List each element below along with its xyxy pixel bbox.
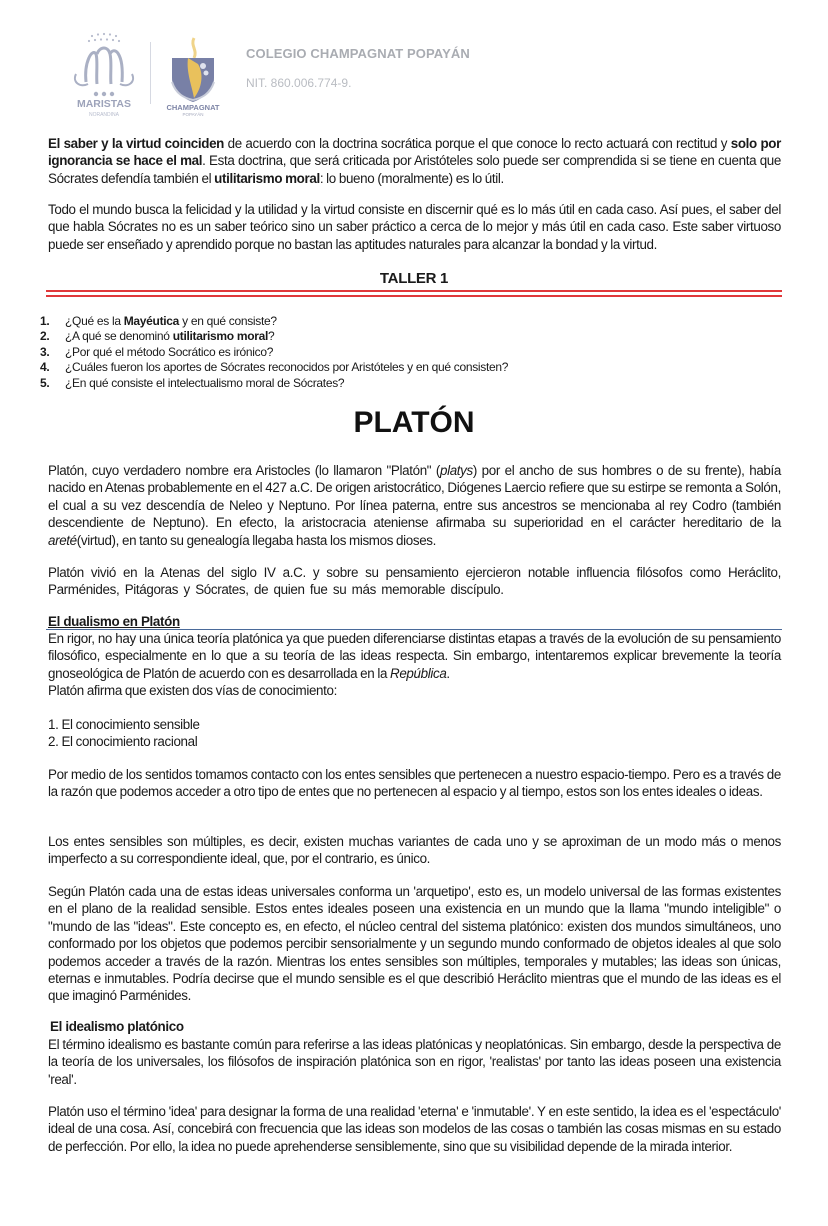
dualismo-paragraph-4: Según Platón cada una de estas ideas universales conforma un 'arquetipo', esto es, un modelo universal de las formas existentes en el plano de la realidad sensible. Estos entes ideales poseen una existencia en un mundo que la llama "mundo inteligible" o "mundo de las "ideas". Este concepto es, en efecto, el núcleo central del sistema platónico: existen dos mundos simultáneos, uno conformado por los objetos que podemos percibir sensorialmente y un segundo mundo conformado de objetos ideales al que solo podemos acceder a través de la razón. Mientras los entes sensibles son múltiples, temporales y mutables; las ideas son únicas, eternas e inmutables. Podría decirse que el mundo sensible es el que describió Heráclito mientras que el mundo de las ideas es el que imaginó Parménides. (48, 884, 781, 1004)
question-item: 1. ¿Qué es la Mayéutica y en qué consiste? (40, 314, 277, 328)
svg-text:NORANDINA: NORANDINA (88, 112, 120, 118)
dualismo-paragraph-1b: Platón afirma que existen dos vías de conocimiento: (48, 683, 337, 698)
conocimiento-list-item: 2. El conocimiento racional (48, 734, 198, 749)
dualismo-paragraph-2: Por medio de los sentidos tomamos contacto con los entes sensibles que pertenecen a nuestro espacio-tiempo. Pero es a través de la razón que podemos acceder a otro tipo de entes que no pertenecen al espacio y al tiempo, estos son los entes ideales o ideas. (48, 767, 781, 800)
idealismo-paragraph-2: Platón uso el término 'idea' para designar la forma de una realidad 'eterna' e 'inmutable'. Y en este sentido, la idea es el 'espectáculo' ideal de una cosa. Así, concebirá con frecuencia que las ideas son modelos de las cosas o también las cosas mismas en su estado de perfección. Por ello, la idea no puede aprehenderse sensiblemente, sino que su visibilidad depende de la mirada interior. (48, 1104, 781, 1154)
question-item: 3. ¿Por qué el método Socrático es irónico? (40, 344, 274, 359)
dualismo-paragraph-1: En rigor, no hay una única teoría platónica ya que pueden diferenciarse distintas etapas a través de la evolución de su pensamiento filosófico, especialmente en lo que a su teoría de las ideas respecta. Sin embargo, intentaremos explicar brevemente la teoría gnoseológica de Platón de acuerdo con es desarrollada en la República. (48, 631, 781, 681)
school-name: COLEGIO CHAMPAGNAT POPAYÁN (246, 46, 470, 61)
intro-paragraph-1: El saber y la virtud coinciden de acuerdo con la doctrina socrática porque el que conoce lo recto actuará con rectitud y solo por ignorancia se hace el mal. Esta doctrina, que será criticada por Aristóteles solo puede ser comprendida si se tiene en cuenta que Sócrates defendía también el utilitarismo moral: lo bueno (moralmente) es lo útil. (48, 136, 781, 186)
question-item: 5. ¿En qué consiste el intelectualismo moral de Sócrates? (40, 375, 345, 390)
intro-paragraph-2: Todo el mundo busca la felicidad y la utilidad y la virtud consiste en discernir qué es lo más útil en cada caso. Así pues, el saber del que habla Sócrates no es un saber teórico sino un saber práctico a cerca de lo mejor y más útil en cada caso. Este saber virtuoso puede ser enseñado y aprendido porque no bastan las aptitudes naturales para alcanzar la bondad y la virtud. (48, 202, 781, 252)
idealismo-paragraph-1: El término idealismo es bastante común para referirse a las ideas platónicas y neoplatónicas. Sin embargo, desde la perspectiva de la teoría de los universales, los filósofos de inspiración platónica son en rigor, 'realistas' por tanto las ideas poseen una existencia 'real'. (48, 1037, 781, 1087)
red-divider-top (46, 290, 782, 292)
platon-paragraph-2: Platón vivió en la Atenas del siglo IV a.C. y sobre su pensamiento ejercieron notable influencia filósofos como Heráclito, Parménides, Pitágoras y Sócrates, de quien fue su más memorable discípulo. (48, 565, 781, 598)
red-divider-bottom (46, 295, 782, 297)
svg-text:CHAMPAGNAT: CHAMPAGNAT (166, 103, 220, 112)
taller-question-list (40, 314, 508, 391)
heading-idealismo: El idealismo platónico (50, 1019, 184, 1034)
conocimiento-list-item: 1. El conocimiento sensible (48, 717, 200, 732)
school-nit: NIT. 860.006.774-9. (246, 76, 352, 90)
champagnat-shield-icon (158, 36, 228, 116)
section-title-platon: PLATÓN (353, 406, 475, 439)
logo-divider (150, 42, 151, 104)
document-header (70, 32, 770, 120)
heading-dualismo: El dualismo en Platón (48, 614, 180, 629)
svg-text:POPAYÁN: POPAYÁN (182, 112, 204, 116)
question-item: 2. ¿A qué se denominó utilitarismo moral? (40, 329, 275, 344)
taller-title: TALLER 1 (379, 270, 449, 287)
maristas-logo-icon (70, 32, 138, 118)
svg-text:MARISTAS: MARISTAS (76, 98, 132, 110)
question-item: 4. ¿Cuáles fueron los aportes de Sócrates reconocidos por Aristóteles y en qué consisten? (40, 360, 509, 375)
dualismo-paragraph-3: Los entes sensibles son múltiples, es decir, existen muchas variantes de cada uno y se aproximan de un modo más o menos imperfecto a su correspondiente ideal, que, por el contrario, es único. (48, 834, 781, 867)
platon-paragraph-1: Platón, cuyo verdadero nombre era Aristocles (lo llamaron "Platón" (platys) por el ancho de sus hombres o de su frente), había nacido en Atenas probablemente en el 427 a.C. De origen aristocrático, Diógenes Laercio refiere que su estirpe se remonta a Solón, el cual a su vez descendía de Neleo y Neptuno. Por línea paterna, entre sus ancestros se mencionaba al rey Codro (también descendiente de Neptuno). En efecto, la aristocracia ateniense afirmaba su superioridad en el carácter hereditario de la areté(virtud), en tanto su genealogía llegaba hasta los mismos dioses. (48, 463, 781, 548)
